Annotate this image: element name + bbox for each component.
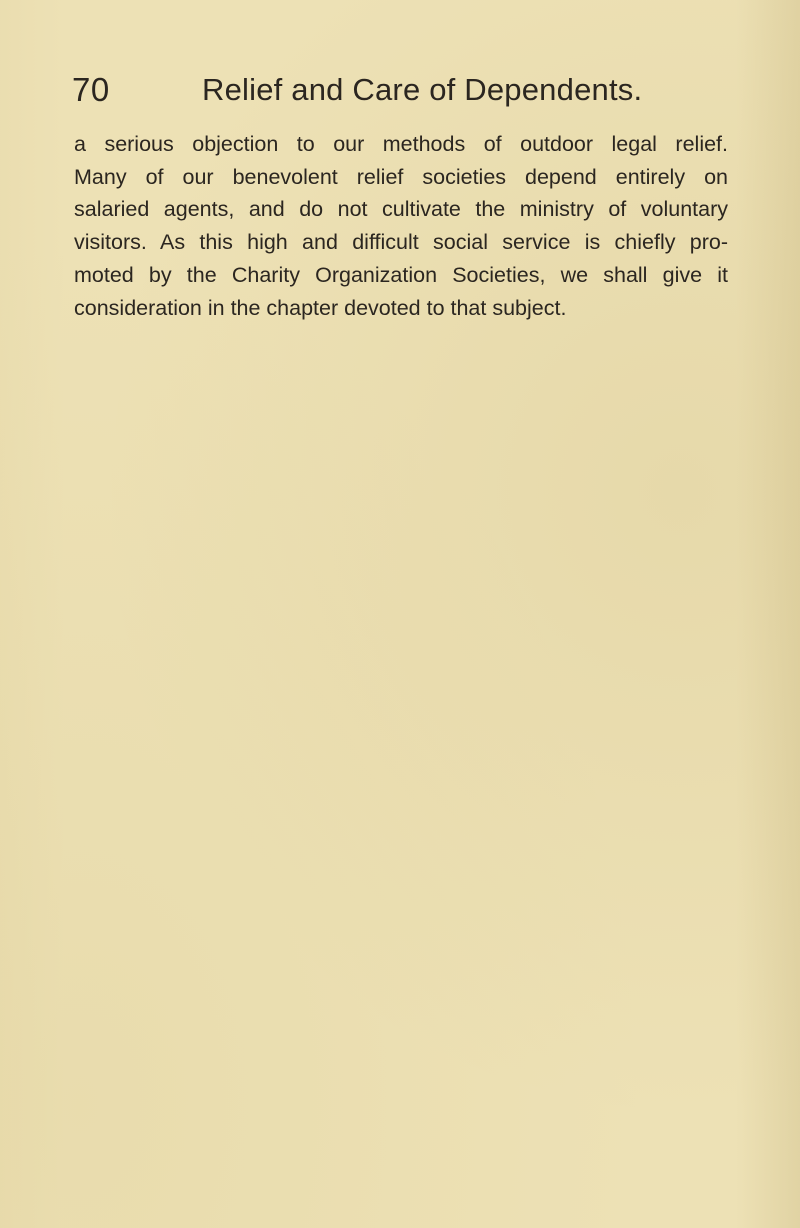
text-line: salaried agents, and do not cultivate the ministry of voluntary [74,197,728,222]
text-line: a serious objection to our methods of outdoor legal relief. [74,132,728,156]
text-line: Many of our benevolent relief societies depend entirely on [74,164,728,189]
running-title: Relief and Care of Dependents. [202,72,643,107]
page-number: 70 [72,71,110,108]
body-paragraph [74,128,728,324]
text-line: consideration in the chapter devoted to that subject. [74,295,567,320]
text-line: moted by the Charity Organization Societies, we shall give it [74,262,728,287]
text-line: visitors. As this high and difficult social service is chiefly pro- [74,230,728,255]
running-head [72,70,722,114]
